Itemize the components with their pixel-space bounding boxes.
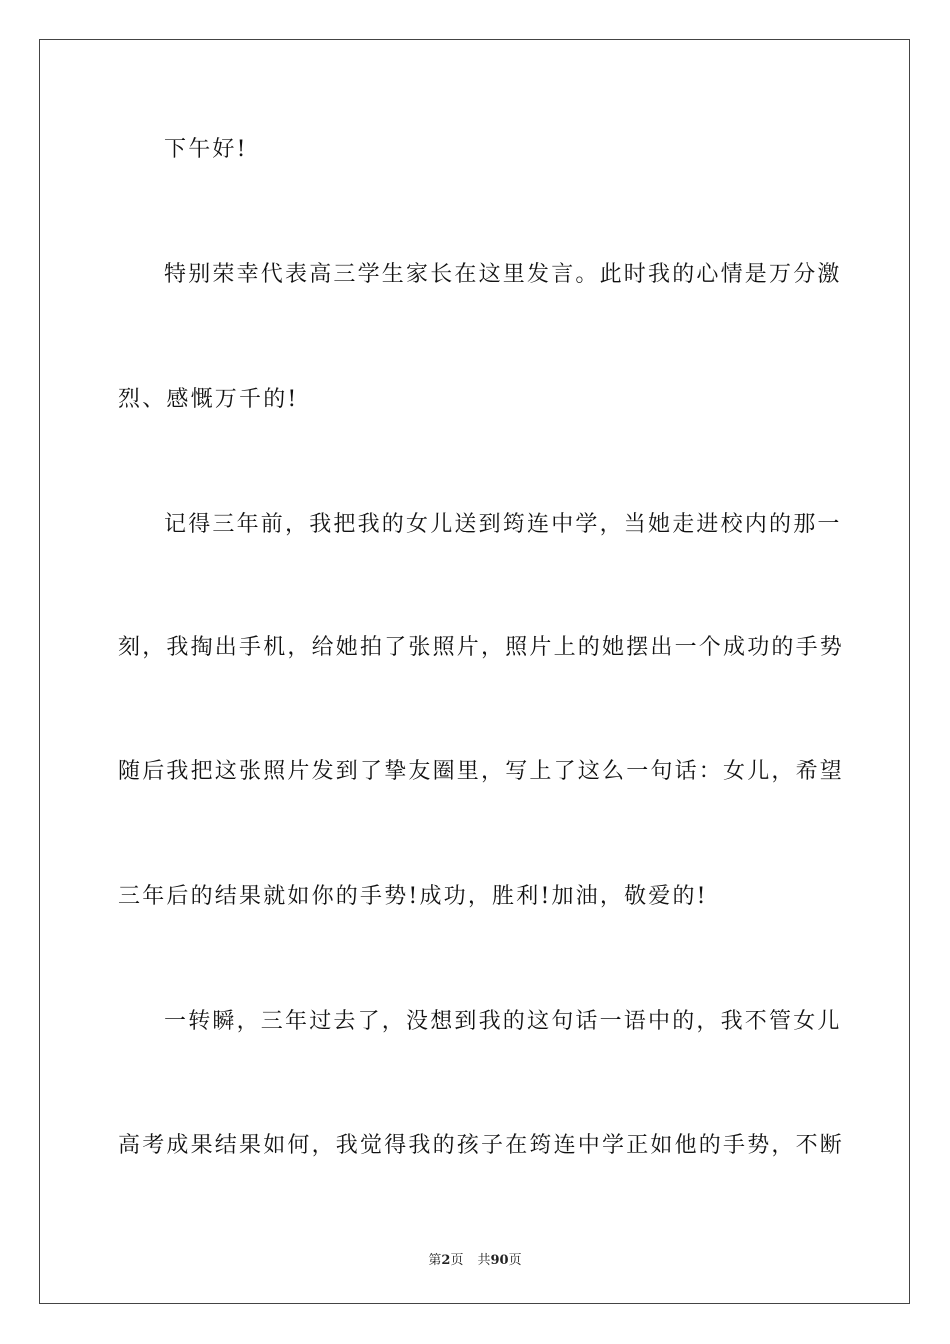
paragraph-greeting: 下午好! — [164, 137, 248, 162]
total-suffix: 页 — [508, 1253, 522, 1268]
page-frame — [39, 39, 910, 1304]
paragraph-line: 特别荣幸代表高三学生家长在这里发言。此时我的心情是万分激 — [164, 262, 842, 287]
page-current: 2 — [441, 1253, 451, 1268]
page-mid: 页 — [450, 1253, 464, 1268]
paragraph-line: 记得三年前，我把我的女儿送到筠连中学，当她走进校内的那一 — [164, 512, 842, 537]
paragraph-line: 三年后的结果就如你的手势!成功，胜利!加油，敬爱的! — [118, 884, 708, 909]
page-prefix: 第 — [428, 1253, 442, 1268]
paragraph-line: 高考成果结果如何，我觉得我的孩子在筠连中学正如他的手势，不断 — [118, 1133, 845, 1158]
paragraph-line: 刻，我掏出手机，给她拍了张照片，照片上的她摆出一个成功的手势 — [118, 635, 845, 660]
page-footer — [0, 1249, 950, 1268]
page-total: 90 — [490, 1253, 509, 1268]
paragraph-line: 烈、感慨万千的! — [118, 387, 299, 412]
paragraph-line: 一转瞬，三年过去了，没想到我的这句话一语中的，我不管女儿 — [164, 1009, 842, 1034]
total-prefix: 共 — [477, 1253, 491, 1268]
paragraph-line: 随后我把这张照片发到了挚友圈里，写上了这么一句话：女儿，希望 — [118, 759, 845, 784]
